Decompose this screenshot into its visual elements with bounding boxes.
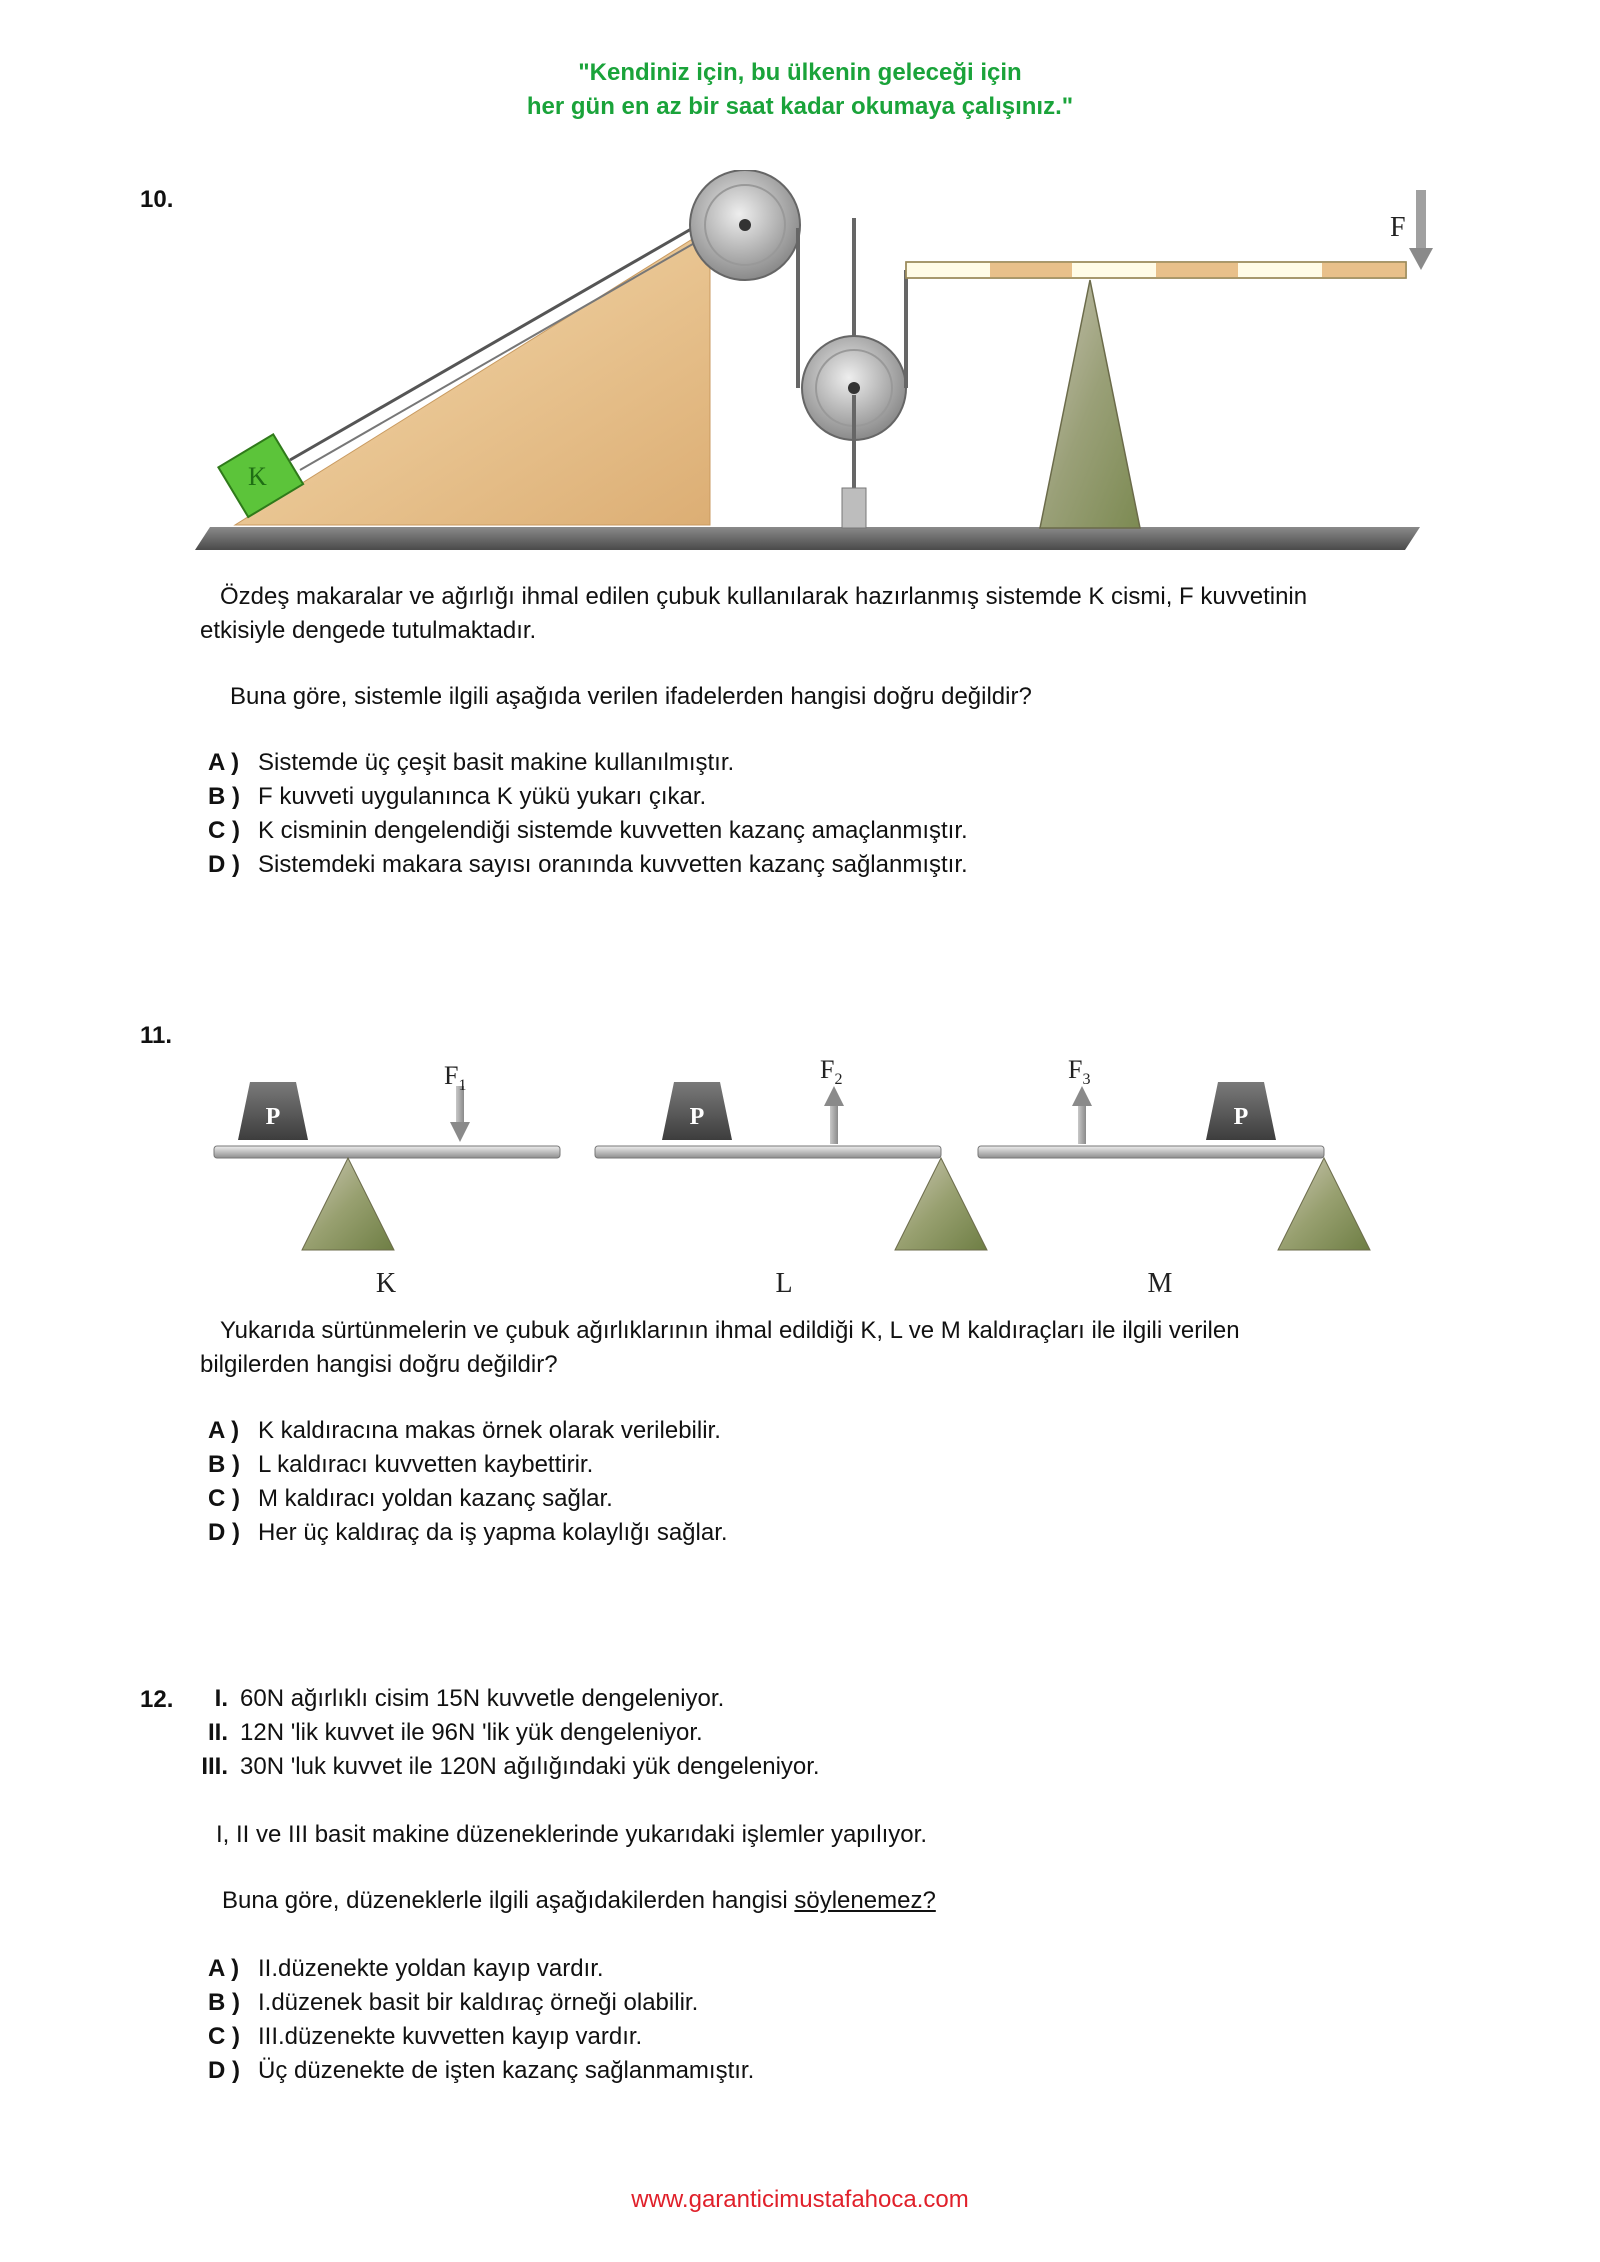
q11-levers-diagram bbox=[200, 1020, 1400, 1300]
q11-options bbox=[208, 1414, 728, 1550]
q12-option-D[interactable]: D ) Üç düzenekte de işten kazanç sağlanmamıştır. bbox=[208, 2057, 755, 2084]
lever-M-force-arrow-up bbox=[1072, 1086, 1092, 1144]
q10-fulcrum bbox=[1040, 280, 1140, 528]
lever-K-name: K bbox=[375, 1268, 397, 1299]
q12-statement-I: I. 60N ağırlıklı cisim 15N kuvvetle dengeleniyor. bbox=[214, 1685, 725, 1712]
q12-option-B[interactable]: B ) I.düzenek basit bir kaldıraç örneği olabilir. bbox=[208, 1989, 699, 2016]
q10-pulley-system-diagram bbox=[190, 170, 1450, 550]
q11-option-B[interactable]: B ) L kaldıracı kuvvetten kaybettirir. bbox=[208, 1451, 594, 1478]
lever-M-force-label: $F_3$ bbox=[1068, 1055, 1091, 1088]
q11-option-C[interactable]: C ) M kaldıracı yoldan kazanç sağlar. bbox=[208, 1485, 613, 1512]
lever-K-force-arrow-down bbox=[450, 1086, 470, 1142]
header-quote-line-2: her gün en az bir saat kadar okumaya çalışınız." bbox=[526, 93, 1074, 120]
lever-M-name: M bbox=[1147, 1268, 1173, 1299]
lever-M bbox=[978, 1082, 1370, 1250]
q10-option-D[interactable]: D ) Sistemdeki makara sayısı oranında kuvvetten kazanç sağlanmıştır. bbox=[208, 851, 968, 878]
q10-label-F: F bbox=[1390, 212, 1406, 243]
lever-L-name: L bbox=[775, 1268, 793, 1299]
question-11-number: 11. bbox=[140, 1022, 173, 1049]
q10-stem-line-1: Özdeş makaralar ve ağırlığı ihmal edilen çubuk kullanılarak hazırlanmış sistemde K cismi, F kuvvetinin bbox=[220, 583, 1308, 610]
q10-anchor-post bbox=[842, 488, 866, 528]
header-quote-line-1: "Kendiniz için, bu ülkenin geleceği için bbox=[578, 59, 1022, 86]
q12-option-C[interactable]: C ) III.düzenekte kuvvetten kayıp vardır. bbox=[208, 2023, 643, 2050]
q10-option-B[interactable]: B ) F kuvveti uygulanınca K yükü yukarı çıkar. bbox=[208, 783, 707, 810]
q10-option-C[interactable]: C ) K cisminin dengelendiği sistemde kuvvetten kazanç amaçlanmıştır. bbox=[208, 817, 968, 844]
lever-M-load-label: P bbox=[1233, 1104, 1249, 1130]
q10-force-arrow-F bbox=[1409, 190, 1433, 270]
lever-L-load-label: P bbox=[689, 1104, 705, 1130]
q11-option-D[interactable]: D ) Her üç kaldıraç da iş yapma kolaylığı sağlar. bbox=[208, 1519, 728, 1546]
q10-floor bbox=[195, 527, 1420, 550]
q11-stem-line-1: Yukarıda sürtünmelerin ve çubuk ağırlıklarının ihmal edildiği K, L ve M kaldıraçları ile ilgili verilen bbox=[220, 1317, 1240, 1344]
lever-K-load-label: P bbox=[265, 1104, 281, 1130]
q10-lever-bar bbox=[906, 262, 1406, 278]
q10-question: Buna göre, sistemle ilgili aşağıda verilen ifadelerden hangisi doğru değildir? bbox=[230, 683, 1032, 710]
q10-stem-line-2: etkisiyle dengede tutulmaktadır. bbox=[200, 617, 537, 644]
lever-L bbox=[595, 1082, 987, 1250]
q10-inclined-plane bbox=[235, 228, 710, 525]
q10-option-A[interactable]: A ) Sistemde üç çeşit basit makine kullanılmıştır. bbox=[208, 749, 735, 776]
q12-question-underlined: söylenemez? bbox=[794, 1887, 936, 1914]
footer-website-link[interactable]: www.garanticimustafahoca.com bbox=[631, 2186, 969, 2213]
q12-intro: I, II ve III basit makine düzeneklerinde yukarıdaki işlemler yapılıyor. bbox=[216, 1821, 927, 1848]
q11-stem-line-2: bilgilerden hangisi doğru değildir? bbox=[200, 1351, 558, 1378]
q12-statement-III: III. 30N 'luk kuvvet ile 120N ağılığındaki yük dengeleniyor. bbox=[201, 1753, 820, 1780]
lever-M-fulcrum bbox=[1278, 1158, 1370, 1250]
q12-option-A[interactable]: A ) II.düzenekte yoldan kayıp vardır. bbox=[208, 1955, 604, 1982]
lever-L-force-label: $F_2$ bbox=[820, 1055, 843, 1088]
q12-question: Buna göre, düzeneklerle ilgili aşağıdakilerden hangisi söylenemez? bbox=[222, 1887, 936, 1914]
lever-L-fulcrum bbox=[895, 1158, 987, 1250]
lever-K-fulcrum bbox=[302, 1158, 394, 1250]
q10-options bbox=[208, 746, 968, 882]
q11-option-A[interactable]: A ) K kaldıracına makas örnek olarak verilebilir. bbox=[208, 1417, 721, 1444]
question-10-number: 10. bbox=[140, 186, 174, 213]
lever-L-force-arrow-up bbox=[824, 1086, 844, 1144]
q12-statement-II: II. 12N 'lik kuvvet ile 96N 'lik yük dengeleniyor. bbox=[207, 1719, 703, 1746]
question-12-number: 12. bbox=[140, 1686, 174, 1713]
q12-options bbox=[208, 1952, 754, 2088]
q12-statements bbox=[183, 1682, 820, 1784]
q10-label-K: K bbox=[248, 462, 267, 491]
lever-K-force-label: $F_1$ bbox=[444, 1061, 467, 1094]
